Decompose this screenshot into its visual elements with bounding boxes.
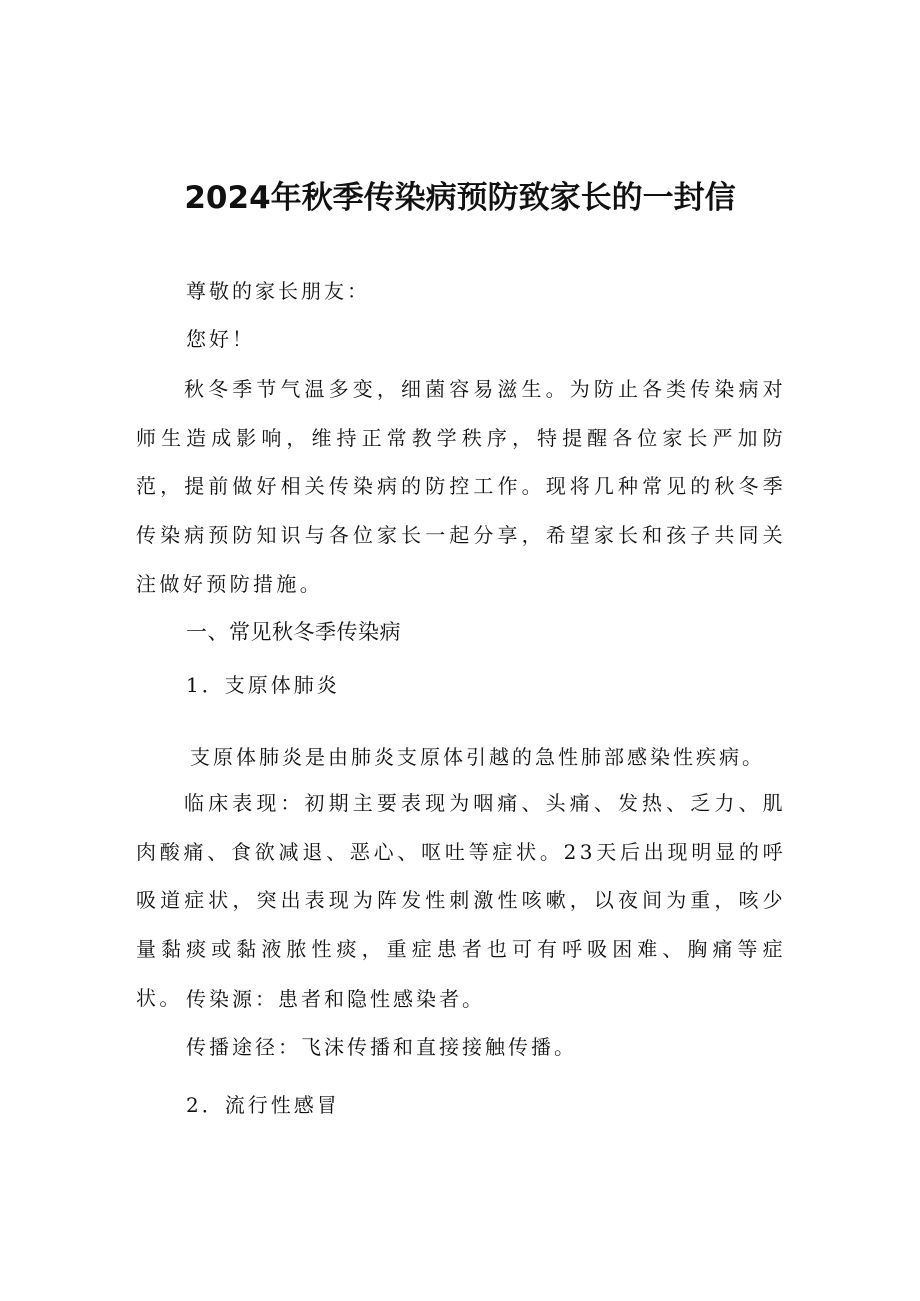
intro-paragraph: 秋冬季节气温多变，细菌容易滋生。为防止各类传染病对师生造成影响，维持正常教学秩序，特提醒各位家长严加防范，提前做好相关传染病的防控工作。现将几种常见的秋冬季传染病预防知识与各位家长一起分享，希望家长和孩子共同关注做好预防措施。 bbox=[136, 377, 786, 596]
section-heading: 一、常见秋冬季传染病 bbox=[186, 620, 401, 644]
mycoplasma-route: 传播途径：飞沫传播和直接接触传播。 bbox=[186, 1035, 577, 1059]
item-title-mycoplasma: 1．支原体肺炎 bbox=[186, 673, 340, 697]
mycoplasma-source: 传染源：患者和隐性感染者。 bbox=[186, 987, 485, 1011]
greeting: 您好！ bbox=[186, 327, 255, 351]
document-title: 2024年秋季传染病预防致家长的一封信 bbox=[184, 180, 736, 216]
item-title-influenza: 2．流行性感冒 bbox=[186, 1093, 340, 1117]
mycoplasma-definition: 支原体肺炎是由肺炎支原体引越的急性肺部感染性疾病。 bbox=[190, 745, 765, 769]
mycoplasma-clinical-paragraph: 临床表现：初期主要表现为咽痛、头痛、发热、乏力、肌肉酸痛、食欲减退、恶心、呕吐等症状。23天后出现明显的呼吸道症状，突出表现为阵发性刺激性咳嗽，以夜间为重，咳少量黏痰或黏液脓性痰，重症患者也可有呼吸困难、胸痛等症状。 bbox=[136, 791, 786, 1010]
salutation: 尊敬的家长朋友： bbox=[186, 279, 370, 303]
